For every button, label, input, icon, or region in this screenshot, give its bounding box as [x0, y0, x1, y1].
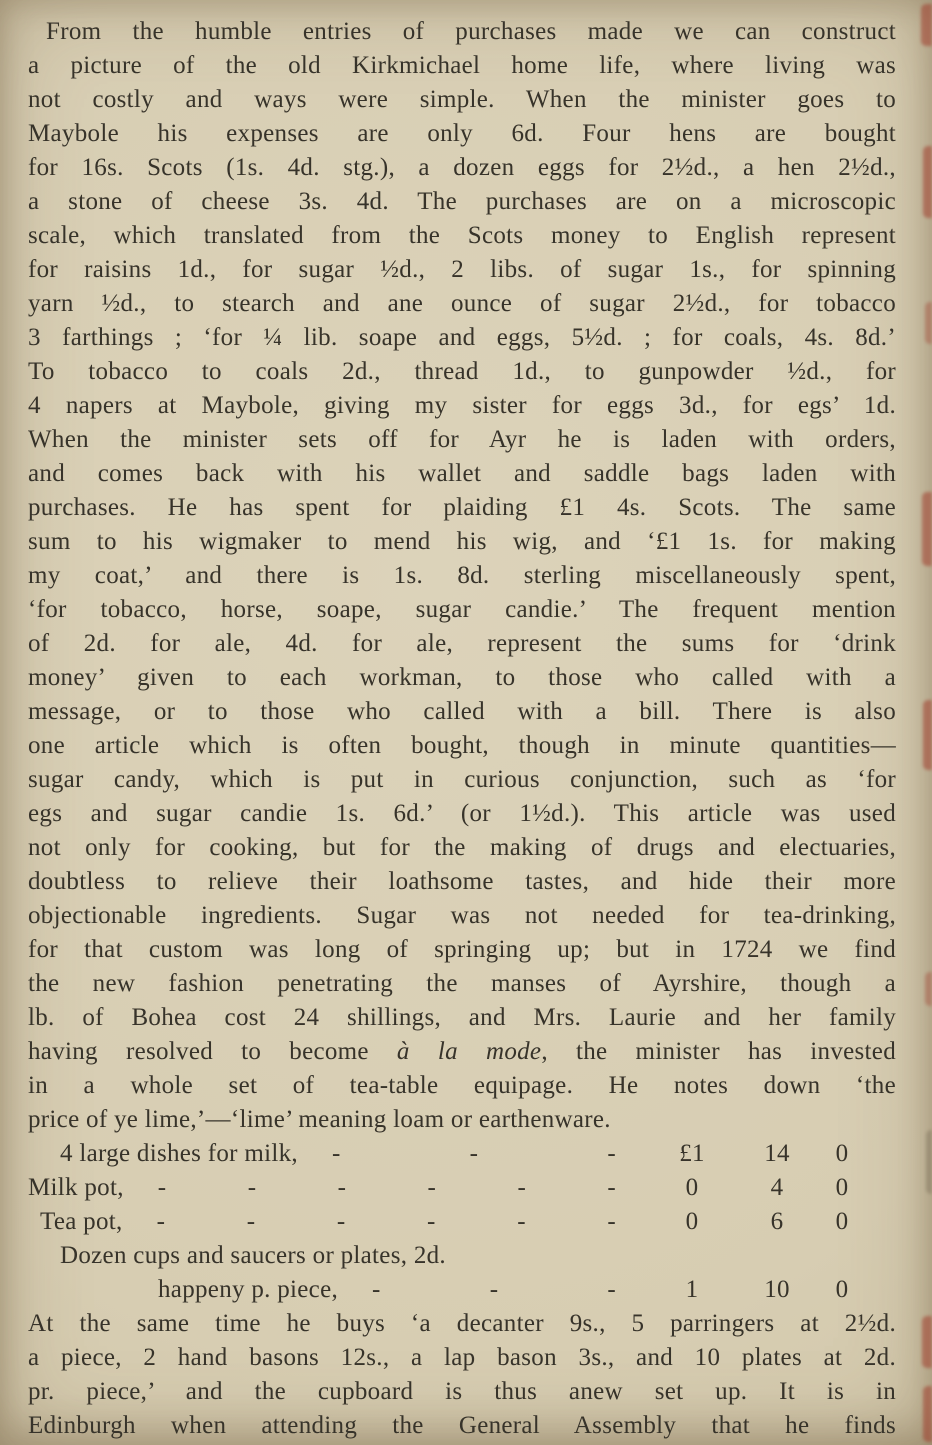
edge-stain [925, 972, 932, 1006]
leader-dashes: - - - [331, 1140, 616, 1167]
edge-stain [922, 492, 932, 566]
text-line: having resolved to become à la mode, the minister has invested [28, 1038, 896, 1065]
pence-value: 0 [835, 1140, 849, 1167]
text-line: not only for cooking, but for the making of drugs and electuaries, [28, 834, 896, 861]
pounds-value: £1 [679, 1140, 705, 1167]
text-line: of 2d. for ale, 4d. for ale, represent the sums for ‘drink [28, 630, 896, 657]
text-line: a picture of the old Kirkmichael home life, where living was [28, 52, 896, 79]
text-line: a piece, 2 hand basons 12s., a lap bason 3s., and 10 plates at 2d. [28, 1344, 896, 1371]
edge-stain [925, 302, 932, 344]
text-line: and comes back with his wallet and saddle bags laden with [28, 460, 896, 487]
edge-stain [923, 146, 932, 218]
text-line: message, or to those who called with a bill. There is also [28, 698, 896, 725]
text-line: lb. of Bohea cost 24 shillings, and Mrs. Laurie and her family [28, 1004, 896, 1031]
pounds-value: 0 [685, 1208, 699, 1235]
shillings-value: 10 [764, 1276, 790, 1303]
text-line: for raisins 1d., for sugar ½d., 2 libs. of sugar 1s., for spinning [28, 256, 896, 283]
leader-dashes: - - - - - - [157, 1174, 616, 1201]
pounds-value: 0 [685, 1174, 699, 1201]
edge-stain [922, 1316, 932, 1368]
text-line: To tobacco to coals 2d., thread 1d., to gunpowder ½d., for [28, 358, 896, 385]
text-line: one article which is often bought, though in minute quantities— [28, 732, 896, 759]
text-line: objectionable ingredients. Sugar was not needed for tea-drinking, [28, 902, 896, 929]
price-row-tea-pot [28, 1205, 896, 1239]
text-line: price of ye lime,’—‘lime’ meaning loam or earthenware. [28, 1106, 611, 1133]
text-line: egs and sugar candie 1s. 6d.’ (or 1½d.). This article was used [28, 800, 896, 827]
text-line: the new fashion penetrating the manses of Ayrshire, though a [28, 970, 896, 997]
pence-value: 0 [835, 1208, 849, 1235]
text-line: money’ given to each workman, to those who called with a [28, 664, 896, 691]
main-paragraph [28, 15, 896, 1137]
price-row-dozen-cups [28, 1239, 896, 1273]
text-line: 4 napers at Maybole, giving my sister for eggs 3d., for egs’ 1d. [28, 392, 896, 419]
text-line: Maybole his expenses are only 6d. Four hens are bought [28, 120, 896, 147]
edge-stain [921, 4, 932, 46]
text-line: pr. piece,’ and the cupboard is thus anew set up. It is in [28, 1378, 896, 1405]
price-row-milk-pot [28, 1171, 896, 1205]
text-line: Edinburgh when attending the General Assembly that he finds [28, 1412, 896, 1439]
text-line: my coat,’ and there is 1s. 8d. sterling miscellaneously spent, [28, 562, 896, 589]
edge-stain [923, 1386, 932, 1442]
text-line: scale, which translated from the Scots money to English represent [28, 222, 896, 249]
leader-dashes: - - - [372, 1276, 616, 1303]
pence-value: 0 [835, 1174, 849, 1201]
edge-smudge [926, 1130, 932, 1194]
pounds-value: 1 [685, 1276, 699, 1303]
text-line: From the humble entries of purchases made we can construct [46, 18, 896, 45]
text-line: ‘for tobacco, horse, soape, sugar candie.’ The frequent mention [28, 596, 896, 623]
text-line: for 16s. Scots (1s. 4d. stg.), a dozen eggs for 2½d., a hen 2½d., [28, 154, 896, 181]
shillings-value: 14 [764, 1140, 790, 1167]
price-row-happeny-piece [28, 1273, 896, 1307]
item-label: Milk pot, [28, 1174, 124, 1201]
leader-dashes: - - - - - - [156, 1208, 616, 1235]
price-row-large-dishes [28, 1137, 896, 1171]
text-line: At the same time he buys ‘a decanter 9s., 5 parringers at 2½d. [28, 1310, 896, 1337]
shillings-value: 4 [770, 1174, 784, 1201]
text-line: a stone of cheese 3s. 4d. The purchases are on a microscopic [28, 188, 896, 215]
item-label: Dozen cups and saucers or plates, 2d. [60, 1242, 446, 1269]
text-line: sum to his wigmaker to mend his wig, and ‘£1 1s. for making [28, 528, 896, 555]
item-label: happeny p. piece, [158, 1276, 339, 1303]
item-label: Tea pot, [40, 1208, 123, 1235]
text-line: sugar candy, which is put in curious conjunction, such as ‘for [28, 766, 896, 793]
text-line: yarn ½d., to stearch and ane ounce of sugar 2½d., for tobacco [28, 290, 896, 317]
pence-value: 0 [835, 1276, 849, 1303]
closing-paragraph [28, 1307, 896, 1443]
text-line: for that custom was long of springing up; but in 1724 we find [28, 936, 896, 963]
edge-stain [923, 700, 932, 770]
text-line: not costly and ways were simple. When the minister goes to [28, 86, 896, 113]
text-line: in a whole set of tea-table equipage. He notes down ‘the [28, 1072, 896, 1099]
item-label: 4 large dishes for milk, [60, 1140, 298, 1167]
text-line: 3 farthings ; ‘for ¼ lib. soape and eggs, 5½d. ; for coals, 4s. 8d.’ [28, 324, 896, 351]
price-list [28, 1137, 896, 1307]
text-line: doubtless to relieve their loathsome tastes, and hide their more [28, 868, 896, 895]
text-line: When the minister sets off for Ayr he is laden with orders, [28, 426, 896, 453]
shillings-value: 6 [770, 1208, 784, 1235]
text-line: purchases. He has spent for plaiding £1 4s. Scots. The same [28, 494, 896, 521]
